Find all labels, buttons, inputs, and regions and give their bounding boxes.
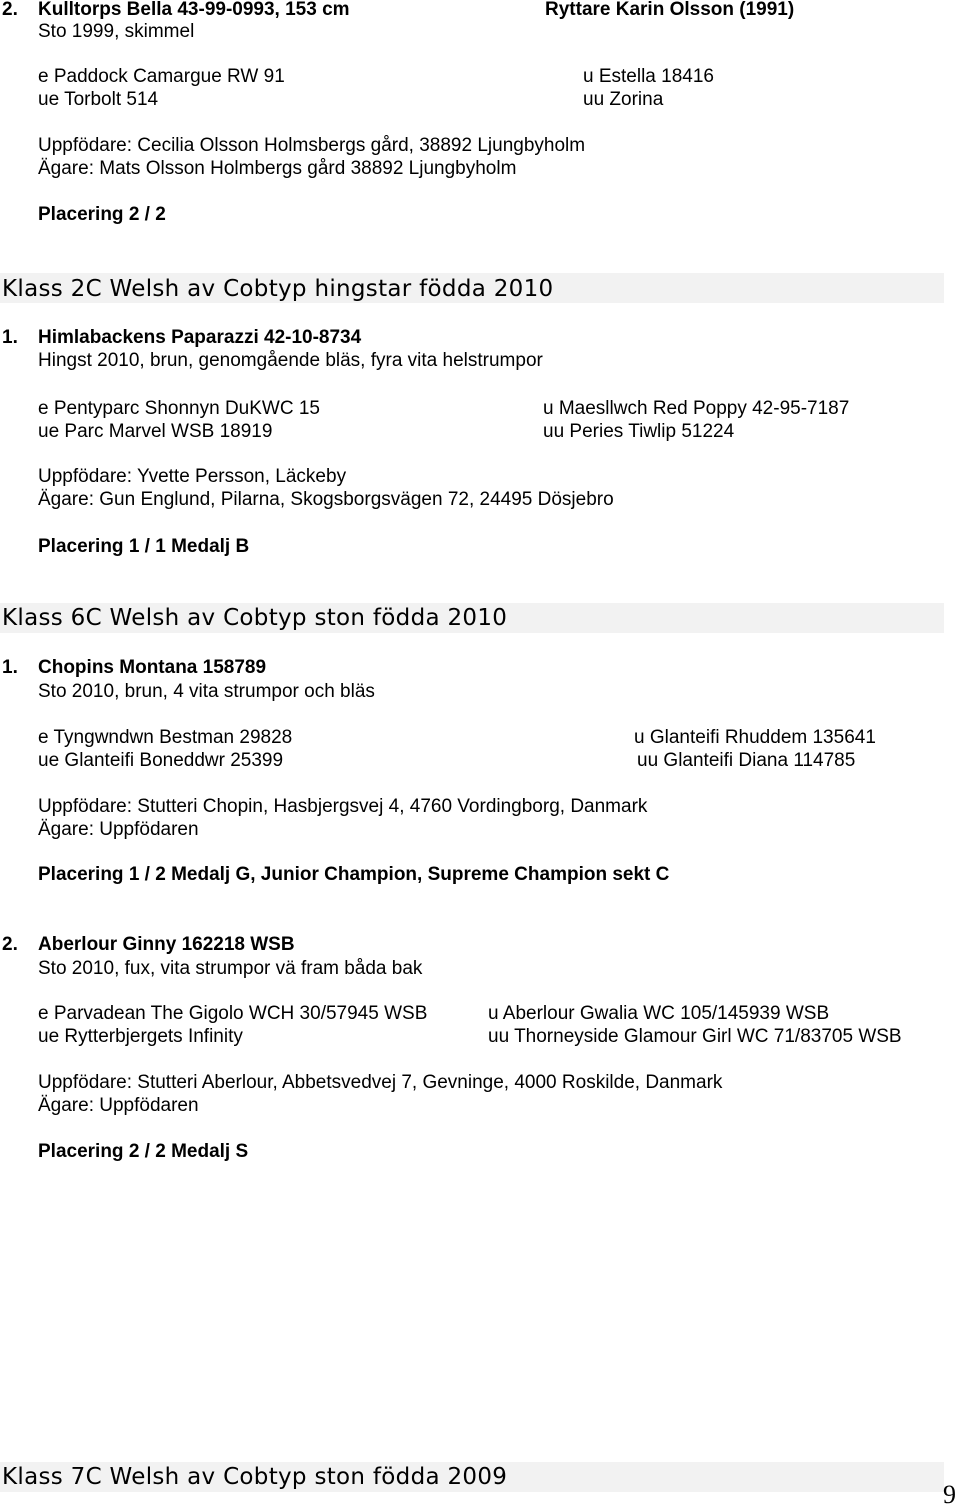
entry-dam-sire: ue Glanteifi Boneddwr 25399	[38, 750, 284, 771]
entry-dam: u Aberlour Gwalia WC 105/145939 WSB	[488, 1003, 830, 1024]
page-number: 9	[943, 1480, 956, 1509]
entry-description: Hingst 2010, brun, genomgående bläs, fyra vita helstrumpor	[38, 350, 543, 371]
entry-number: 1.	[2, 657, 18, 678]
entry-owner: Ägare: Mats Olsson Holmbergs gård 38892 Ljungbyholm	[38, 158, 517, 179]
class-title: Klass 7C Welsh av Cobtyp ston födda 2009	[2, 1464, 508, 1490]
entry-number: 2.	[2, 0, 18, 20]
class-title: Klass 2C Welsh av Cobtyp hingstar födda 2010	[2, 276, 554, 302]
entry-dam-sire: ue Torbolt 514	[38, 89, 159, 110]
entry-number: 1.	[2, 327, 18, 348]
entry-dam-sire: ue Rytterbjergets Infinity	[38, 1026, 243, 1047]
entry-placing: Placering 1 / 1 Medalj B	[38, 536, 250, 557]
entry-name: Kulltorps Bella 43-99-0993, 153 cm	[38, 0, 350, 20]
entry-breeder: Uppfödare: Stutteri Aberlour, Abbetsvedvej 7, Gevninge, 4000 Roskilde, Danmark	[38, 1072, 723, 1093]
entry-description: Sto 2010, fux, vita strumpor vä fram båda bak	[38, 958, 423, 979]
entry-owner: Ägare: Uppfödaren	[38, 819, 199, 840]
entry-owner: Ägare: Uppfödaren	[38, 1095, 199, 1116]
entry-sire: e Tyngwndwn Bestman 29828	[38, 727, 293, 748]
entry-dam-sire: ue Parc Marvel WSB 18919	[38, 421, 273, 442]
entry-dam: u Glanteifi Rhuddem 135641	[634, 727, 876, 748]
entry-dam-dam: uu Thorneyside Glamour Girl WC 71/83705 WSB	[488, 1026, 902, 1047]
entry-sire: e Parvadean The Gigolo WCH 30/57945 WSB	[38, 1003, 428, 1024]
entry-dam: u Estella 18416	[583, 66, 714, 87]
entry-placing: Placering 2 / 2 Medalj S	[38, 1141, 249, 1162]
entry-dam-dam: uu Glanteifi Diana 114785	[637, 750, 856, 771]
entry-description: Sto 1999, skimmel	[38, 21, 195, 42]
entry-name: Chopins Montana 158789	[38, 657, 267, 678]
entry-name: Himlabackens Paparazzi 42-10-8734	[38, 327, 362, 348]
entry-rider: Ryttare Karin Olsson (1991)	[545, 0, 795, 20]
entry-placing: Placering 1 / 2 Medalj G, Junior Champion, Supreme Champion sekt C	[38, 864, 670, 885]
entry-description: Sto 2010, brun, 4 vita strumpor och bläs	[38, 681, 375, 702]
entry-breeder: Uppfödare: Stutteri Chopin, Hasbjergsvej 4, 4760 Vordingborg, Danmark	[38, 796, 648, 817]
entry-sire: e Pentyparc Shonnyn DuKWC 15	[38, 398, 320, 419]
entry-placing: Placering 2 / 2	[38, 204, 166, 225]
class-title: Klass 6C Welsh av Cobtyp ston födda 2010	[2, 605, 508, 631]
entry-number: 2.	[2, 934, 18, 955]
entry-breeder: Uppfödare: Cecilia Olsson Holmsbergs gård, 38892 Ljungbyholm	[38, 135, 586, 156]
entry-name: Aberlour Ginny 162218 WSB	[38, 934, 295, 955]
entry-sire: e Paddock Camargue RW 91	[38, 66, 285, 87]
entry-dam-dam: uu Zorina	[583, 89, 664, 110]
entry-dam: u Maesllwch Red Poppy 42-95-7187	[543, 398, 850, 419]
entry-dam-dam: uu Peries Tiwlip 51224	[543, 421, 735, 442]
entry-breeder: Uppfödare: Yvette Persson, Läckeby	[38, 466, 347, 487]
entry-owner: Ägare: Gun Englund, Pilarna, Skogsborgsvägen 72, 24495 Dösjebro	[38, 489, 614, 510]
